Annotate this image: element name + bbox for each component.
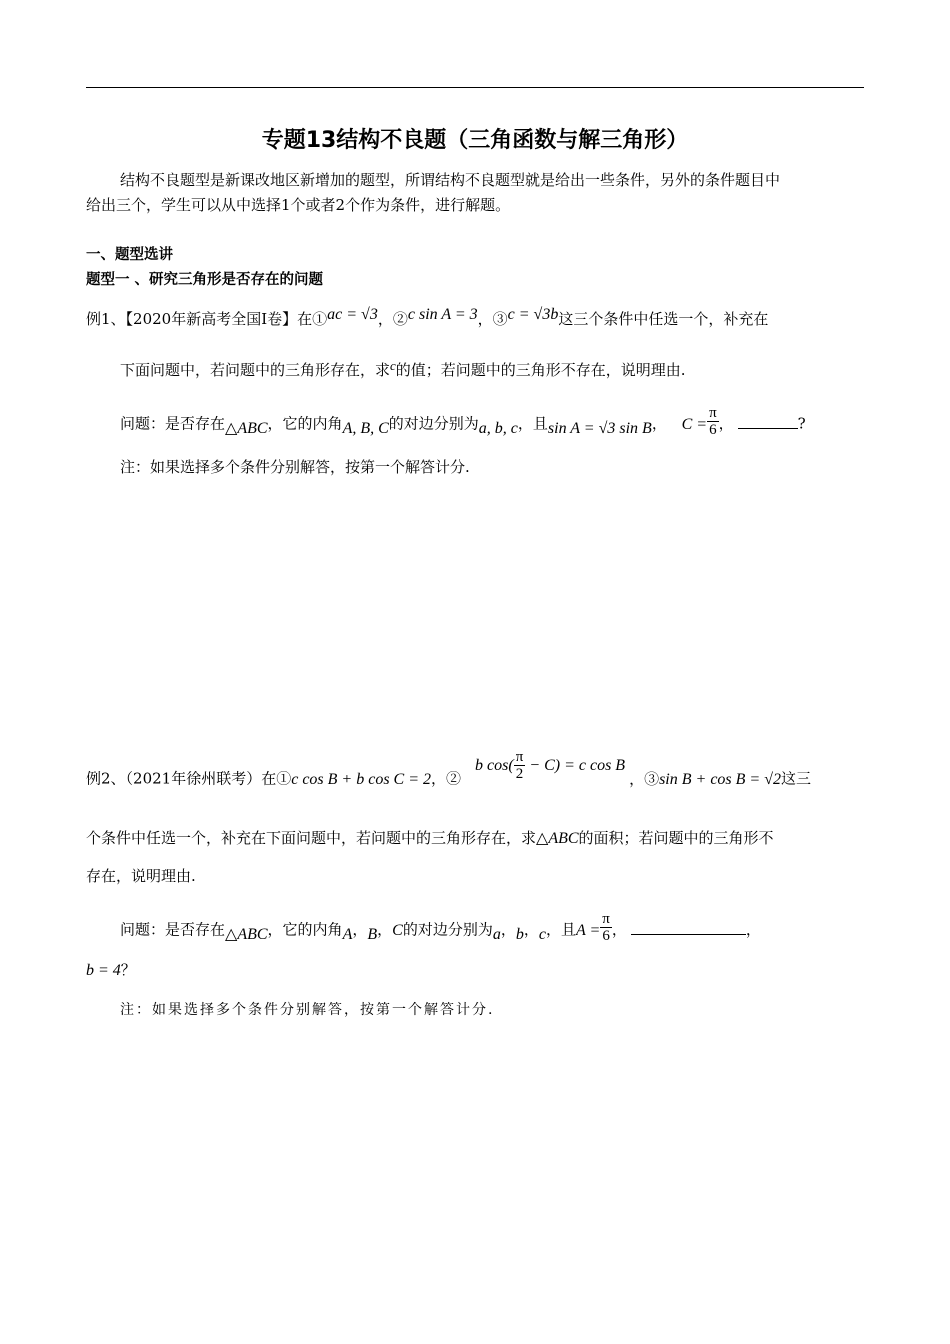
example2-q-frac-num: π: [602, 911, 610, 927]
example1-pi-over-6: [707, 405, 719, 438]
example2-angle-C: C: [392, 921, 403, 939]
header-rule: [86, 87, 864, 88]
example2-cond2-b: − C) = c cos B: [525, 756, 626, 774]
example2-b-equals: b = 4: [86, 962, 121, 979]
example2-angle-B: B: [367, 925, 378, 943]
example2-side-b: b: [515, 925, 524, 943]
example2-q-d: ，且: [545, 920, 576, 939]
example2-cond2-a: b cos(: [475, 756, 514, 774]
example2-tail: 这三: [781, 769, 812, 788]
example1-frac-den: 6: [709, 422, 717, 438]
example2-angle-A: A: [342, 925, 353, 943]
example1-sep-1: ，②: [377, 310, 408, 328]
example2-q-sep3: ，: [500, 920, 516, 939]
example1-C-equals: C =: [681, 415, 708, 433]
example2-answer-blank[interactable]: [631, 920, 746, 935]
example1-q-b: ，它的内角: [267, 414, 343, 433]
example2-b-line: [86, 960, 136, 981]
example1-frac-num: π: [709, 405, 717, 421]
example1-q-end: ?: [797, 414, 806, 433]
example2-line2-b: 的面积；若问题中的三角形不: [578, 829, 774, 847]
example1-line-1: [86, 306, 769, 330]
example2-q-sep2: ，: [377, 920, 393, 939]
example1-line-2: [120, 360, 686, 381]
example1-condition-1: ac = √3: [327, 306, 378, 323]
example2-line-3: 存在，说明理由.: [86, 867, 196, 885]
example1-condition-2: c sin A = 3: [407, 306, 478, 323]
example2-condition-1: c cos B + b cos C = 2: [291, 770, 432, 788]
example2-line-2: [86, 828, 774, 849]
example1-q-d: ，且: [517, 414, 548, 433]
example1-lead: 例1、【2020年新高考全国Ⅰ卷】在①: [86, 310, 328, 328]
example2-condition-3: sin B + cos B = √2: [659, 770, 781, 788]
example2-q-a: 问题：是否存在: [120, 920, 226, 939]
example2-b-end: ？: [120, 961, 136, 979]
example1-question: [120, 405, 806, 441]
example2-q-f: ，: [745, 920, 761, 939]
example2-A-equals: A =: [576, 921, 601, 939]
example2-side-c: c: [538, 925, 546, 943]
example2-q-sep1: ，: [352, 920, 368, 939]
intro-line-2: 给出三个，学生可以从中选择1个或者2个作为条件，进行解题。: [86, 196, 511, 214]
example2-sep-1: ，②: [431, 769, 462, 788]
example2-question: [120, 911, 761, 947]
example1-q-e: ，: [651, 414, 667, 433]
example2-frac-den: 2: [515, 766, 524, 782]
example2-note: 注：如果选择多个条件分别解答，按第一个解答计分.: [120, 1002, 495, 1018]
example2-triangle-area: △ABC: [536, 830, 579, 847]
example2-pi-over-2: [514, 749, 526, 782]
example1-q-a: 问题：是否存在: [120, 414, 226, 433]
example1-tail: 这三个条件中任选一个，补充在: [558, 310, 769, 328]
example2-q-b: ，它的内角: [267, 920, 343, 939]
example2-line2-a: 个条件中任选一个，补充在下面问题中，若问题中的三角形存在，求: [86, 829, 537, 847]
example2-line-1: [86, 749, 812, 796]
type1-heading: 题型一 、研究三角形是否存在的问题: [86, 272, 324, 288]
example1-variable-c: c: [390, 358, 396, 373]
example1-q-f: ，: [718, 414, 734, 433]
example1-line2-a: 下面问题中，若问题中的三角形存在，求: [120, 361, 391, 379]
example1-triangle: △ABC: [225, 419, 268, 437]
example1-sides: a, b, c: [478, 419, 518, 437]
example1-line2-b: 的值；若问题中的三角形不存在，说明理由.: [395, 361, 686, 379]
section-heading: 一、题型选讲: [86, 247, 173, 263]
example2-triangle: △ABC: [225, 925, 268, 943]
example2-q-frac-den: 6: [602, 928, 610, 944]
example2-q-c: 的对边分别为: [402, 920, 493, 939]
example1-sep-2: ，③: [477, 310, 508, 328]
example2-q-e: ，: [611, 920, 627, 939]
example1-angles: A, B, C: [342, 419, 389, 437]
page-title: 专题13结构不良题（三角函数与解三角形）: [261, 128, 689, 153]
example2-lead: 例2、（2021年徐州联考）在①: [86, 769, 292, 788]
example1-q-c: 的对边分别为: [388, 414, 479, 433]
example1-condition-3: c = √3b: [507, 306, 559, 323]
example2-frac-num: π: [515, 749, 524, 765]
example2-side-a: a: [492, 925, 501, 943]
example1-answer-blank[interactable]: [738, 414, 798, 429]
example2-condition-2: [475, 749, 626, 782]
example1-note: 注：如果选择多个条件分别解答，按第一个解答计分.: [120, 458, 470, 476]
example2-sep-2: ，③: [629, 769, 660, 788]
example2-pi-over-6: [600, 911, 612, 944]
intro-line-1: 结构不良题型是新课改地区新增加的题型，所谓结构不良题型就是给出一些条件，另外的条件题目中: [120, 171, 781, 189]
example2-q-sep4: ，: [523, 920, 539, 939]
example1-sine-equation: sin A = √3 sin B: [547, 419, 652, 437]
